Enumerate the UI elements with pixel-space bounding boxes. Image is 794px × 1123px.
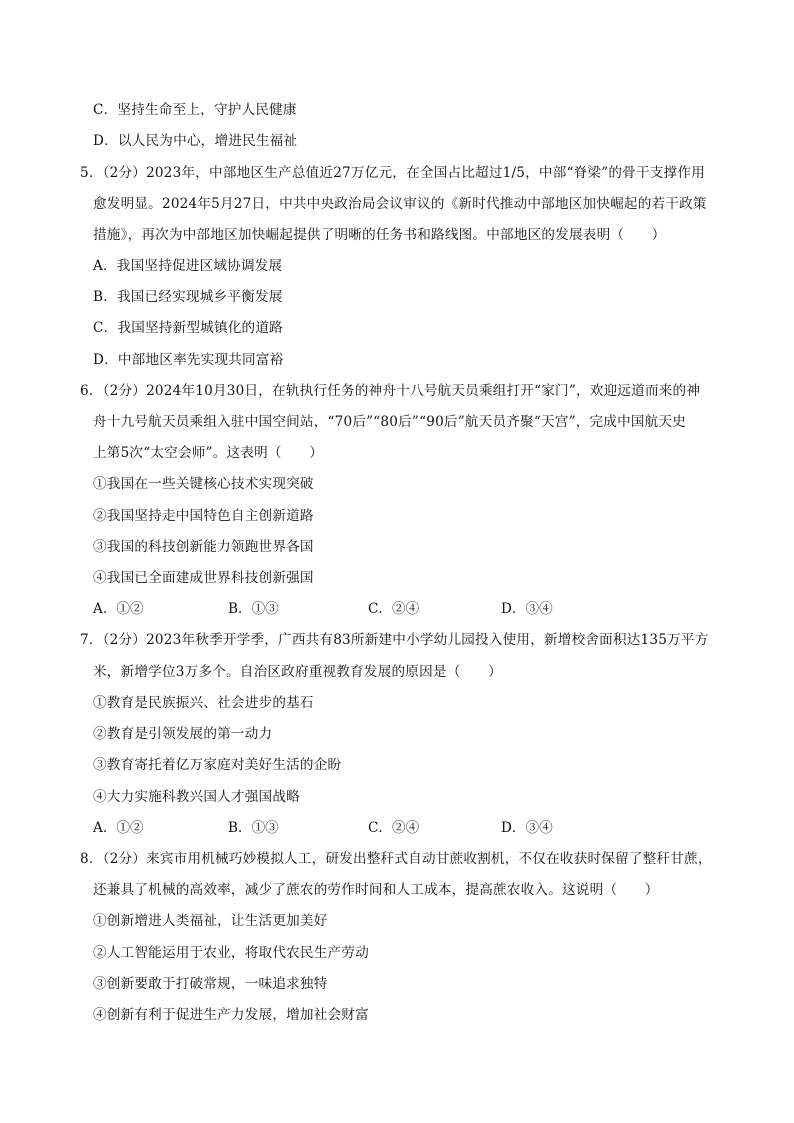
q6-choice-d: D．③④: [501, 601, 553, 617]
q7-stem-line-1: 7．（2分）2023年秋季开学季，广西共有83所新建中小学幼儿园投入使用，新增校舍面积达135万平方: [80, 632, 709, 648]
q7-statement-3: ③教育寄托着亿万家庭对美好生活的企盼: [93, 757, 342, 773]
q5-option-b: B．我国已经实现城乡平衡发展: [93, 289, 283, 305]
q8-statement-2: ②人工智能运用于农业，将取代农民生产劳动: [93, 945, 369, 961]
q8-stem-line-1: 8．（2分）来宾市用机械巧妙模拟人工，研发出整秆式自动甘蔗收割机，不仅在收获时保留了整秆甘蔗，: [80, 851, 712, 867]
q6-statement-1: ①我国在一些关键核心技术实现突破: [93, 476, 314, 492]
q6-choice-c: C．②④: [368, 601, 420, 617]
q6-statement-2: ②我国坚持走中国特色自主创新道路: [93, 508, 314, 524]
q5-option-a: A．我国坚持促进区域协调发展: [93, 258, 283, 274]
q7-statement-1: ①教育是民族振兴、社会进步的基石: [93, 695, 314, 711]
q6-stem-line-2: 舟十九号航天员乘组入驻中国空间站，“70后”“80后”“90后”航天员齐聚“天宫”，完成中国航天史: [93, 414, 687, 430]
q7-choice-d: D．③④: [501, 820, 553, 836]
q8-stem-line-2: 还兼具了机械的高效率，减少了蔗农的劳作时间和人工成本，提高蔗农收入。这说明（ ）: [93, 882, 659, 898]
q5-stem-line-3: 措施》，再次为中部地区加快崛起提供了明晰的任务书和路线图。中部地区的发展表明（ ）: [93, 227, 666, 243]
q7-choice-a: A．①②: [93, 820, 144, 836]
q4-option-c: C．坚持生命至上，守护人民健康: [93, 102, 297, 118]
q6-stem-line-3: 上第5次“太空会师”。这表明（ ）: [93, 445, 324, 461]
q7-stem-line-2: 米，新增学位3万多个。自治区政府重视教育发展的原因是（ ）: [93, 664, 502, 680]
q7-statement-4: ④大力实施科教兴国人才强国战略: [93, 789, 300, 805]
q8-statement-1: ①创新增进人类福祉，让生活更加美好: [93, 913, 328, 929]
q8-statement-4: ④创新有利于促进生产力发展，增加社会财富: [93, 1007, 369, 1023]
q6-stem-line-1: 6．（2分）2024年10月30日，在轨执行任务的神舟十八号航天员乘组打开“家门”，欢迎远道而来的神: [80, 383, 701, 399]
q6-statement-4: ④我国已全面建成世界科技创新强国: [93, 570, 314, 586]
q5-stem-line-2: 愈发明显。2024年5月27日，中共中央政治局会议审议的《新时代推动中部地区加快崛起的若干政策: [93, 196, 707, 212]
q4-option-d: D．以人民为中心，增进民生福祉: [93, 133, 298, 149]
q6-choice-a: A．①②: [93, 601, 144, 617]
q6-statement-3: ③我国的科技创新能力领跑世界各国: [93, 539, 314, 555]
q5-option-d: D．中部地区率先实现共同富裕: [93, 352, 284, 368]
q7-choice-c: C．②④: [368, 820, 420, 836]
q7-statement-2: ②教育是引领发展的第一动力: [93, 726, 273, 742]
q8-statement-3: ③创新要敢于打破常规，一味追求独特: [93, 976, 328, 992]
q7-choice-b: B．①③: [228, 820, 279, 836]
q5-option-c: C．我国坚持新型城镇化的道路: [93, 320, 283, 336]
q6-choice-b: B．①③: [228, 601, 279, 617]
q5-stem-line-1: 5．（2分）2023年，中部地区生产总值近27万亿元，在全国占比超过1/5，中部“脊梁”的骨干支撑作用: [80, 165, 705, 181]
